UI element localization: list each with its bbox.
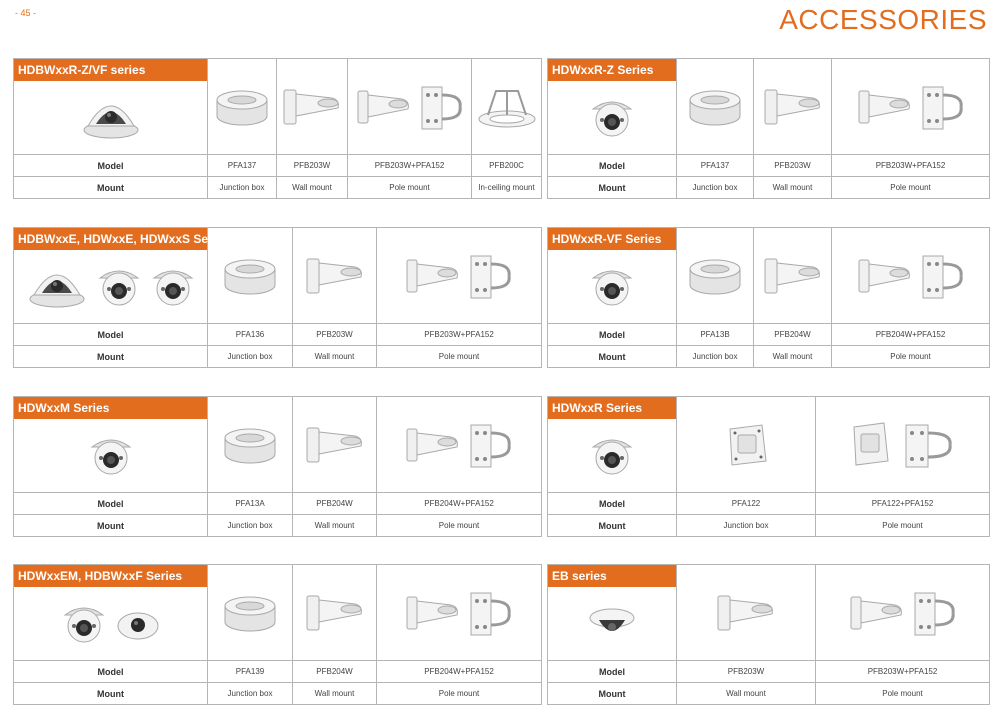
series-title: HDWxxM Series xyxy=(14,397,207,419)
accessory-image-cell xyxy=(208,59,277,155)
camera-images xyxy=(14,250,207,320)
accessory-table-hdwxxr-series xyxy=(547,396,990,537)
mount-row xyxy=(548,177,990,199)
model-row-label: Model xyxy=(14,661,208,683)
accessory-image-cell xyxy=(677,565,816,661)
model-row-label: Model xyxy=(14,493,208,515)
mount-row xyxy=(14,346,542,368)
page-title: ACCESSORIES xyxy=(779,4,987,35)
accessory-image-cell xyxy=(472,59,542,155)
model-cell: PFA13B xyxy=(677,324,754,346)
mount-cell: Pole mount xyxy=(816,515,990,537)
pole-mount-icon xyxy=(816,565,989,660)
pole-mount-icon xyxy=(832,59,989,154)
series-title: HDWxxR-Z Series xyxy=(548,59,676,81)
camera-images xyxy=(548,587,676,657)
model-row xyxy=(14,493,542,515)
model-row-label: Model xyxy=(548,324,677,346)
junction-box-icon xyxy=(208,59,276,154)
mount-row xyxy=(548,515,990,537)
pole-mount-icon xyxy=(348,59,471,154)
wall-mount-icon xyxy=(754,228,831,323)
model-row xyxy=(548,661,990,683)
square-junction-box-icon xyxy=(677,397,815,492)
eyeball-camera-icon xyxy=(96,262,142,308)
image-row xyxy=(14,397,542,493)
accessory-table-hdbwxxe-hdwxxe-hdwxxs-series xyxy=(13,227,542,368)
model-cell: PFB204W+PFA152 xyxy=(832,324,990,346)
model-cell: PFA13A xyxy=(208,493,293,515)
pole-mount-icon xyxy=(832,228,989,323)
model-cell: PFB204W+PFA152 xyxy=(377,493,542,515)
mount-row-label: Mount xyxy=(14,177,208,199)
model-cell: PFA137 xyxy=(208,155,277,177)
image-row xyxy=(14,228,542,324)
series-cell xyxy=(548,59,677,155)
series-cell xyxy=(14,228,230,324)
model-row xyxy=(548,155,990,177)
model-row-label: Model xyxy=(548,155,677,177)
model-row xyxy=(548,324,990,346)
image-row xyxy=(14,565,542,661)
mount-row-label: Mount xyxy=(548,177,677,199)
accessory-image-cell xyxy=(293,228,377,324)
model-cell: PFB203W xyxy=(277,155,348,177)
mount-cell: Wall mount xyxy=(677,683,816,705)
mount-cell: Pole mount xyxy=(832,346,990,368)
pole-mount-icon xyxy=(377,228,541,323)
wall-mount-icon xyxy=(293,397,376,492)
eyeball-camera-icon xyxy=(150,262,196,308)
mount-cell: Junction box xyxy=(677,515,816,537)
accessory-image-cell xyxy=(832,59,990,155)
mount-cell: Pole mount xyxy=(816,683,990,705)
dome-camera-icon xyxy=(80,90,142,142)
model-cell: PFB203W xyxy=(293,324,377,346)
mount-cell: Wall mount xyxy=(754,177,832,199)
mount-row xyxy=(14,177,542,199)
mount-row-label: Mount xyxy=(14,515,208,537)
accessory-table-hdbwxxr-z-vf-series xyxy=(13,58,542,199)
accessory-image-cell xyxy=(754,59,832,155)
model-cell: PFB200C xyxy=(472,155,542,177)
model-cell: PFB203W+PFA152 xyxy=(832,155,990,177)
mount-row xyxy=(14,515,542,537)
camera-images xyxy=(14,81,207,151)
model-cell: PFB203W+PFA152 xyxy=(377,324,542,346)
page-number: - 45 - xyxy=(15,8,37,18)
camera-images xyxy=(548,81,676,151)
model-row-label: Model xyxy=(14,155,208,177)
pole-mount-icon xyxy=(377,397,541,492)
series-cell xyxy=(14,565,208,661)
series-title: HDBWxxE, HDWxxE, HDWxxS Series xyxy=(14,228,207,250)
image-row xyxy=(548,59,990,155)
mini-dome-camera-icon xyxy=(115,602,161,642)
junction-box-icon xyxy=(208,565,292,660)
mount-row xyxy=(548,683,990,705)
mount-cell: Junction box xyxy=(208,515,293,537)
accessory-image-cell xyxy=(677,59,754,155)
mount-cell: Junction box xyxy=(677,346,754,368)
mount-row-label: Mount xyxy=(548,515,677,537)
mount-cell: Pole mount xyxy=(377,515,542,537)
junction-box-icon xyxy=(677,59,753,154)
accessory-table-hdwxxr-vf-series xyxy=(547,227,990,368)
accessory-table-hdwxxm-series xyxy=(13,396,542,537)
model-row-label: Model xyxy=(548,661,677,683)
eyeball-camera-icon xyxy=(589,431,635,477)
mount-cell: Wall mount xyxy=(277,177,348,199)
wall-mount-icon xyxy=(293,228,376,323)
mount-cell: Wall mount xyxy=(293,515,377,537)
mount-cell: Wall mount xyxy=(754,346,832,368)
mount-cell: Junction box xyxy=(208,683,293,705)
junction-box-icon xyxy=(208,397,292,492)
model-cell: PFB204W xyxy=(293,493,377,515)
mount-cell: Junction box xyxy=(677,177,754,199)
model-cell: PFB204W xyxy=(754,324,832,346)
accessory-image-cell xyxy=(208,397,293,493)
mount-cell: Pole mount xyxy=(348,177,472,199)
accessory-image-cell xyxy=(293,397,377,493)
series-title: HDWxxR Series xyxy=(548,397,676,419)
junction-box-icon xyxy=(677,228,753,323)
wall-mount-icon xyxy=(677,565,815,660)
accessory-image-cell xyxy=(348,59,472,155)
model-cell: PFB204W+PFA152 xyxy=(377,661,542,683)
camera-images xyxy=(548,419,676,489)
accessory-image-cell xyxy=(832,228,990,324)
series-cell xyxy=(14,59,208,155)
accessory-image-cell xyxy=(816,565,990,661)
series-title: HDBWxxR-Z/VF series xyxy=(14,59,207,81)
dome-camera-icon xyxy=(26,259,88,311)
eyeball-camera-icon xyxy=(589,93,635,139)
series-cell xyxy=(548,565,677,661)
mount-cell: Wall mount xyxy=(293,683,377,705)
accessory-image-cell xyxy=(208,565,293,661)
mount-row xyxy=(14,683,542,705)
model-row-label: Model xyxy=(14,324,208,346)
mount-cell: Pole mount xyxy=(832,177,990,199)
accessory-image-cell xyxy=(377,228,542,324)
image-row xyxy=(14,59,542,155)
model-row xyxy=(14,155,542,177)
mount-cell: Pole mount xyxy=(377,683,542,705)
model-cell: PFA136 xyxy=(208,324,293,346)
model-cell: PFB203W+PFA152 xyxy=(348,155,472,177)
model-cell: PFB203W xyxy=(677,661,816,683)
mount-row xyxy=(548,346,990,368)
wall-mount-icon xyxy=(754,59,831,154)
in-ceiling-mount-icon xyxy=(472,59,541,154)
wall-mount-icon xyxy=(277,59,347,154)
series-title: EB series xyxy=(548,565,676,587)
accessory-image-cell xyxy=(816,397,990,493)
accessory-image-cell xyxy=(377,565,542,661)
image-row xyxy=(548,565,990,661)
accessory-image-cell xyxy=(277,59,348,155)
model-cell: PFA139 xyxy=(208,661,293,683)
camera-images xyxy=(14,587,207,657)
model-cell: PFA137 xyxy=(677,155,754,177)
mount-row-label: Mount xyxy=(548,346,677,368)
model-row xyxy=(14,661,542,683)
eyeball-camera-icon xyxy=(589,262,635,308)
accessory-image-cell xyxy=(754,228,832,324)
accessory-image-cell xyxy=(293,565,377,661)
mount-cell: Pole mount xyxy=(377,346,542,368)
camera-images xyxy=(14,419,207,489)
model-cell: PFA122 xyxy=(677,493,816,515)
mount-row-label: Mount xyxy=(14,346,208,368)
mount-cell: In-ceiling mount xyxy=(472,177,542,199)
eyeball-camera-icon xyxy=(88,431,134,477)
model-row-label: Model xyxy=(548,493,677,515)
model-cell: PFB203W+PFA152 xyxy=(816,661,990,683)
model-row xyxy=(548,493,990,515)
mount-row-label: Mount xyxy=(548,683,677,705)
mount-cell: Wall mount xyxy=(293,346,377,368)
model-cell: PFB203W xyxy=(754,155,832,177)
fisheye-camera-icon xyxy=(587,600,637,644)
model-cell: PFA122+PFA152 xyxy=(816,493,990,515)
mount-cell: Junction box xyxy=(208,177,277,199)
mount-row-label: Mount xyxy=(14,683,208,705)
series-cell xyxy=(14,397,208,493)
camera-images xyxy=(548,250,676,320)
pole-mount-icon xyxy=(377,565,541,660)
model-row xyxy=(14,324,542,346)
series-cell xyxy=(548,397,677,493)
accessory-table-eb-series xyxy=(547,564,990,705)
accessory-image-cell xyxy=(677,397,816,493)
eyeball-camera-icon xyxy=(61,599,107,645)
square-pole-mount-icon xyxy=(816,397,989,492)
series-title: HDWxxR-VF Series xyxy=(548,228,676,250)
series-cell xyxy=(548,228,677,324)
image-row xyxy=(548,228,990,324)
accessory-table-hdwxxem-hdbwxxf-series xyxy=(13,564,542,705)
accessory-image-cell xyxy=(377,397,542,493)
mount-cell: Junction box xyxy=(208,346,293,368)
series-title: HDWxxEM, HDBWxxF Series xyxy=(14,565,207,587)
accessory-image-cell xyxy=(677,228,754,324)
model-cell: PFB204W xyxy=(293,661,377,683)
image-row xyxy=(548,397,990,493)
wall-mount-icon xyxy=(293,565,376,660)
accessory-table-hdwxxr-z-series xyxy=(547,58,990,199)
